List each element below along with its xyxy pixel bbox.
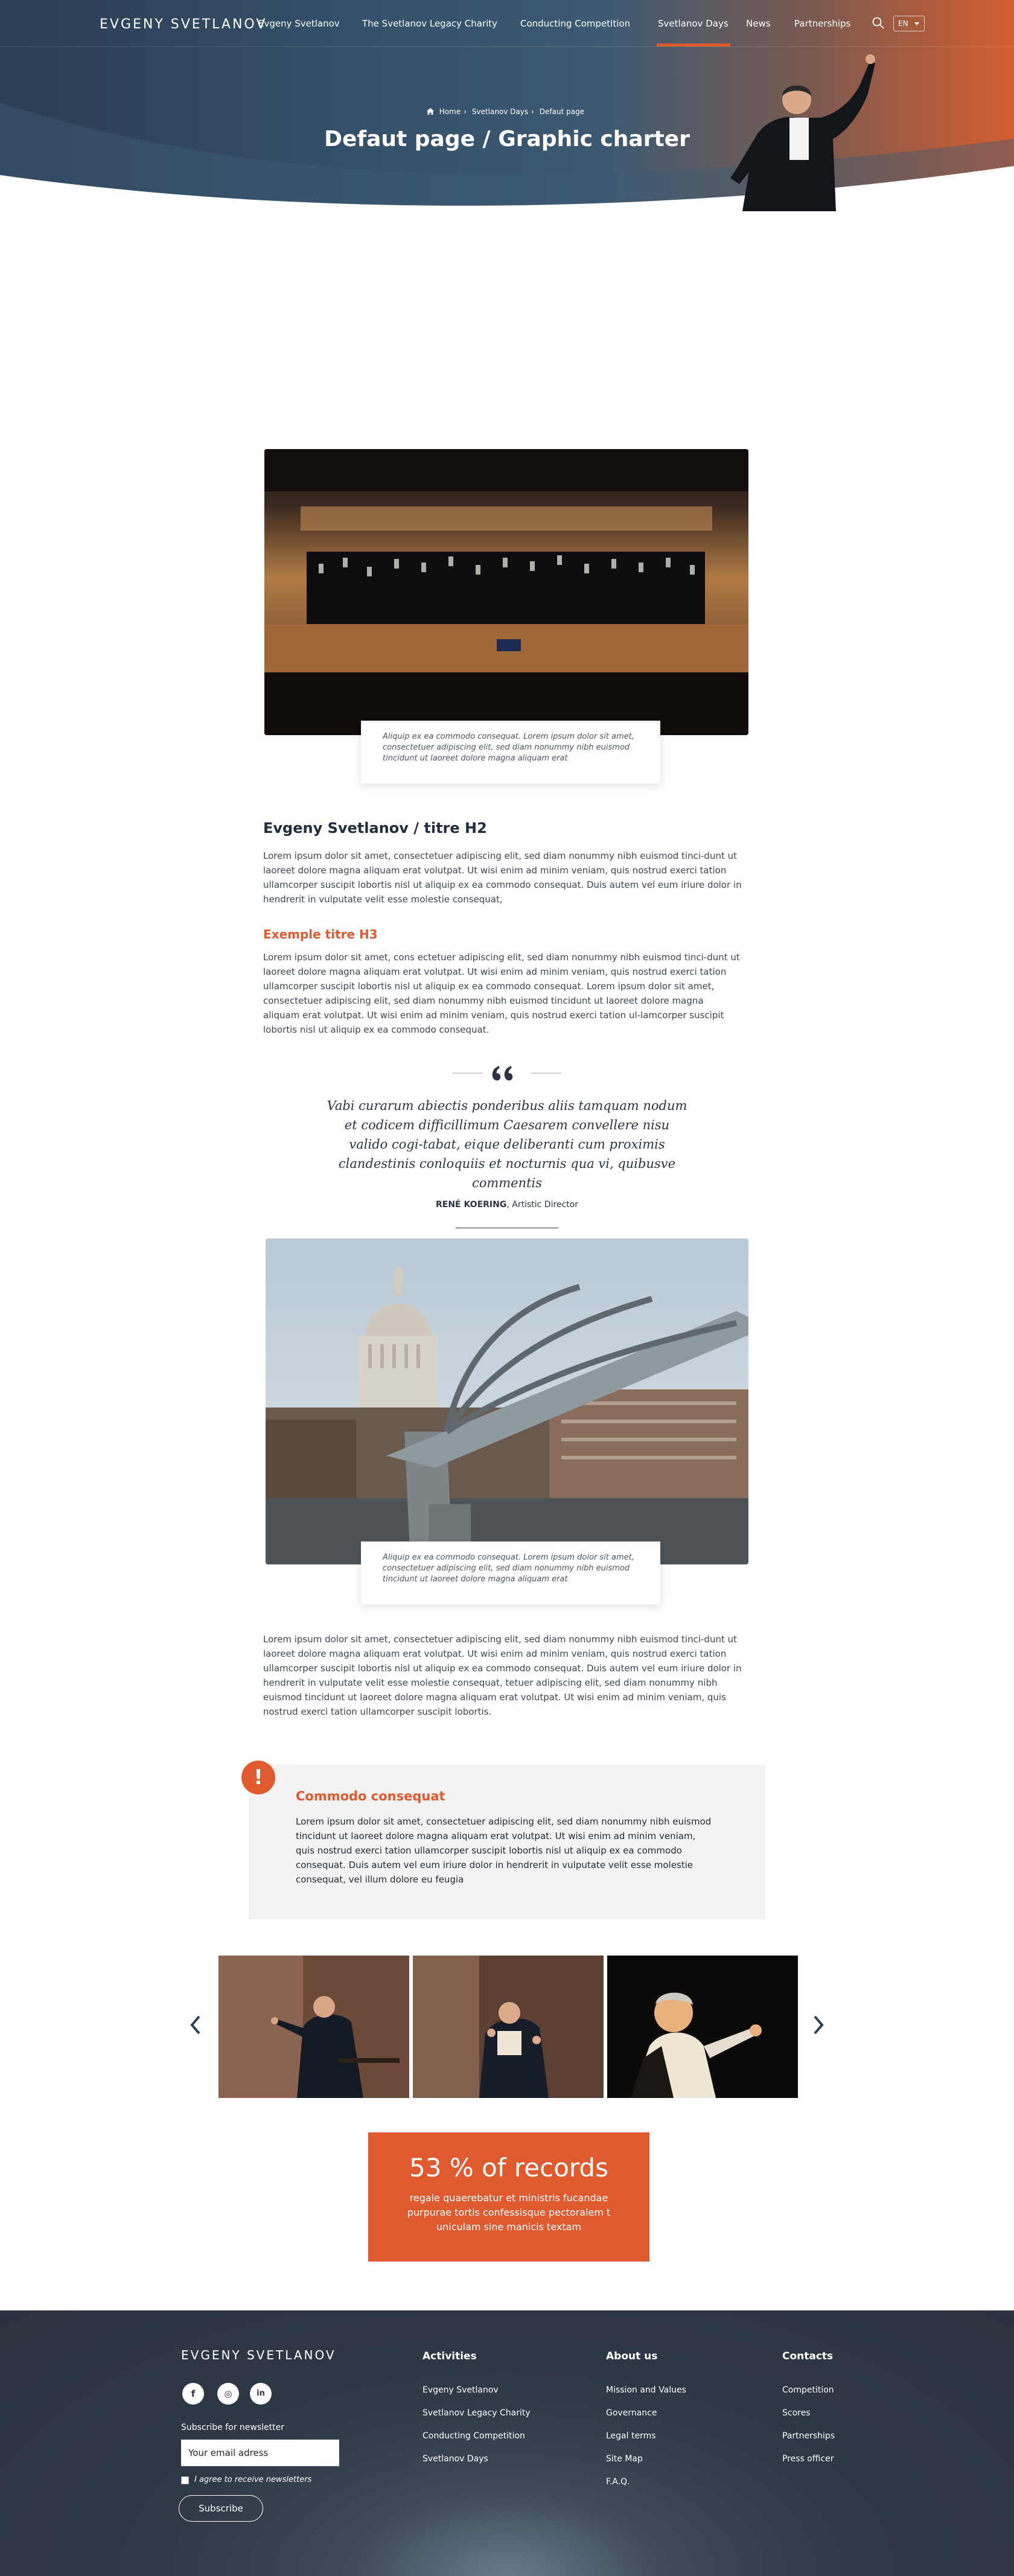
quote-text: Vabi curarum abiectis ponderibus aliis tamquam nodum et codicem difficillimum Caesarem convellere nisu valido cogi-tabat, eique deliberanti cum proximis clandestinis conloquiis et nocturnis qua vi, quibusve commentis bbox=[327, 1098, 687, 1190]
breadcrumb-current: Defaut page bbox=[539, 107, 585, 116]
footer-link-partnerships[interactable]: Partnerships bbox=[782, 2431, 835, 2441]
nav-item-partnerships[interactable]: Partnerships bbox=[794, 18, 851, 29]
image-caption-1: Aliquip ex ea commodo consequat. Lorem ipsum dolor sit amet, consectetuer adipiscing elit, sed diam nonummy nibh euismod tincidunt ut laoreet dolore magna aliquam erat bbox=[361, 721, 660, 783]
heading-h3: Exemple titre H3 bbox=[263, 927, 378, 942]
alert-icon: ! bbox=[241, 1761, 275, 1794]
newsletter-consent-label: I agree to receive newsletters bbox=[194, 2475, 312, 2484]
linkedin-icon[interactable]: in bbox=[250, 2383, 272, 2405]
breadcrumb-svetlanov-days[interactable]: Svetlanov Days bbox=[471, 107, 529, 116]
home-icon[interactable] bbox=[427, 108, 434, 115]
subscribe-button[interactable]: Subscribe bbox=[179, 2495, 263, 2522]
quote-author: RENÉ KOERING bbox=[435, 1200, 507, 1210]
footer-contacts-title: Contacts bbox=[782, 2350, 834, 2362]
footer-link-mission[interactable]: Mission and Values bbox=[606, 2385, 686, 2395]
breadcrumb-home[interactable]: Home bbox=[439, 107, 461, 116]
site-logo[interactable]: EVGENY SVETLANOV bbox=[100, 17, 267, 32]
footer-link-legacy-charity[interactable]: Svetlanov Legacy Charity bbox=[422, 2408, 531, 2418]
quote-author-role: , Artistic Director bbox=[506, 1200, 579, 1210]
chevron-down-icon bbox=[914, 22, 919, 25]
nav-item-legacy-charity[interactable]: The Svetlanov Legacy Charity bbox=[362, 18, 498, 29]
footer-about-title: About us bbox=[606, 2350, 658, 2362]
newsletter-label: Subscribe for newsletter bbox=[181, 2423, 285, 2432]
paragraph-1: Lorem ipsum dolor sit amet, consectetuer adipiscing elit, sed diam nonummy nibh euismod tinci-dunt ut laoreet dolore magna aliquam erat volutpat. Ut wisi enim ad minim veniam, quis nostrud exerci tation ullamcorper suscipit lobortis nisl ut aliquip ex ea commodo consequat. Duis autem vel eum iriure dolor in hendrerit in vulputate velit esse molestie consequat, bbox=[263, 850, 742, 905]
newsletter-email-input[interactable] bbox=[181, 2440, 339, 2466]
footer-link-evgeny-svetlanov[interactable]: Evgeny Svetlanov bbox=[422, 2385, 499, 2395]
search-icon[interactable] bbox=[872, 16, 885, 30]
image-caption-2: Aliquip ex ea commodo consequat. Lorem ipsum dolor sit amet, consectetuer adipiscing elit, sed diam nonummy nibh euismod tincidunt ut laoreet dolore magna aliquam erat bbox=[361, 1541, 660, 1604]
chevron-right-icon[interactable] bbox=[809, 2013, 827, 2037]
stat-value: 53 % of records bbox=[409, 2153, 608, 2182]
facebook-icon[interactable]: f bbox=[182, 2383, 204, 2405]
highlight-title: Commodo consequat bbox=[296, 1789, 445, 1803]
gallery-photo-2[interactable] bbox=[413, 1956, 604, 2098]
footer-link-press-officer[interactable]: Press officer bbox=[782, 2454, 834, 2464]
orchestra-photo bbox=[264, 449, 748, 735]
quote-block bbox=[0, 1063, 1014, 1228]
language-select[interactable] bbox=[893, 16, 925, 31]
footer-activities-title: Activities bbox=[422, 2350, 477, 2362]
nav-item-evgeny-svetlanov[interactable]: Evgeny Svetlanov bbox=[258, 18, 340, 29]
language-value: EN bbox=[898, 19, 908, 28]
nav-active-indicator bbox=[657, 43, 730, 46]
footer-link-competition[interactable]: Competition bbox=[782, 2385, 834, 2395]
site-footer bbox=[0, 2310, 1014, 2576]
footer-link-scores[interactable]: Scores bbox=[782, 2408, 811, 2418]
st-pauls-bridge-photo bbox=[266, 1239, 748, 1564]
page-title: Defaut page / Graphic charter bbox=[324, 127, 690, 151]
footer-link-governance[interactable]: Governance bbox=[606, 2408, 657, 2418]
heading-h2: Evgeny Svetlanov / titre H2 bbox=[263, 820, 487, 837]
stat-box bbox=[368, 2132, 649, 2262]
paragraph-3: Lorem ipsum dolor sit amet, consectetuer adipiscing elit, sed diam nonummy nibh euismod tinci-dunt ut laoreet dolore magna aliquam erat volutpat. Ut wisi enim ad minim veniam, quis nostrud exerci tation ullamcorper suscipit lobortis nisl ut aliquip ex ea commodo consequat. Duis autem vel eum iriure dolor in hendrerit in vulputate velit esse molestie consequat, tetuer adipiscing elit, sed diam nonummy nibh euismod tincidunt ut laoreet dolore magna aliquam erat volutpat. Ut wisi enim ad minim veniam, quis nostrud exerci tation ullamcorper suscipit lobortis. bbox=[263, 1634, 742, 1717]
nav-item-news[interactable]: News bbox=[746, 18, 771, 29]
paragraph-2: Lorem ipsum dolor sit amet, cons ectetuer adipiscing elit, sed diam nonummy nibh euismod tinci-dunt ut laoreet dolore magna aliquam erat volutpat. Ut wisi enim ad minim veniam, quis nostrud exerci tation ullamcorper suscipit lobortis nisl ut aliquip ex ea commodo consequat. Lorem ipsum dolor sit amet, consectetuer adipiscing elit, sed diam nonummy nibh euismod tincidunt ut laoreet dolore magna aliquam erat volutpat. Ut wisi enim ad minim veniam, quis nostrud exerci tation ul-lamcorper suscipit lobortis nisl ut aliquip ex ea commodo consequat. bbox=[263, 952, 740, 1035]
footer-link-faq[interactable]: F.A.Q. bbox=[606, 2477, 630, 2487]
conductor-photo bbox=[730, 48, 875, 211]
gallery-photo-3[interactable] bbox=[607, 1956, 798, 2098]
nav-item-conducting-competition[interactable]: Conducting Competition bbox=[520, 18, 631, 29]
top-navigation bbox=[0, 0, 1014, 47]
gallery-photo-1[interactable] bbox=[218, 1956, 409, 2098]
quote-attribution bbox=[0, 1200, 1014, 1210]
instagram-icon[interactable]: ◎ bbox=[217, 2383, 239, 2405]
footer-link-svetlanov-days[interactable]: Svetlanov Days bbox=[422, 2454, 488, 2464]
footer-link-legal-terms[interactable]: Legal terms bbox=[606, 2431, 656, 2441]
highlight-text: Lorem ipsum dolor sit amet, consectetuer adipiscing elit, sed diam nonummy nibh euismod tincidunt ut laoreet dolore magna aliquam erat volutpat. Ut wisi enim ad minim veniam, quis nostrud exerci tation ullamcorper suscipit lobortis nisl ut aliquip ex ea commodo consequat. Duis autem vel eum iriure dolor in hendrerit in vulputate velit esse molestie consequat, vel illum dolore eu feugia bbox=[296, 1816, 712, 1885]
chevron-left-icon[interactable] bbox=[187, 2013, 205, 2037]
hero-header bbox=[0, 0, 1014, 211]
footer-link-conducting-competition[interactable]: Conducting Competition bbox=[422, 2431, 525, 2441]
nav-item-svetlanov-days[interactable]: Svetlanov Days bbox=[658, 18, 729, 29]
newsletter-consent-checkbox[interactable] bbox=[181, 2476, 189, 2484]
footer-logo[interactable]: EVGENY SVETLANOV bbox=[181, 2348, 336, 2362]
footer-link-site-map[interactable]: Site Map bbox=[606, 2454, 643, 2464]
quote-icon bbox=[453, 1063, 561, 1083]
breadcrumb: Home › Svetlanov Days › Defaut page bbox=[0, 107, 1014, 116]
stat-description: regale quaerebatur et ministris fucandae purpurae tortis confessisque pectoralem t uniculam sine manicis textam bbox=[407, 2192, 611, 2233]
